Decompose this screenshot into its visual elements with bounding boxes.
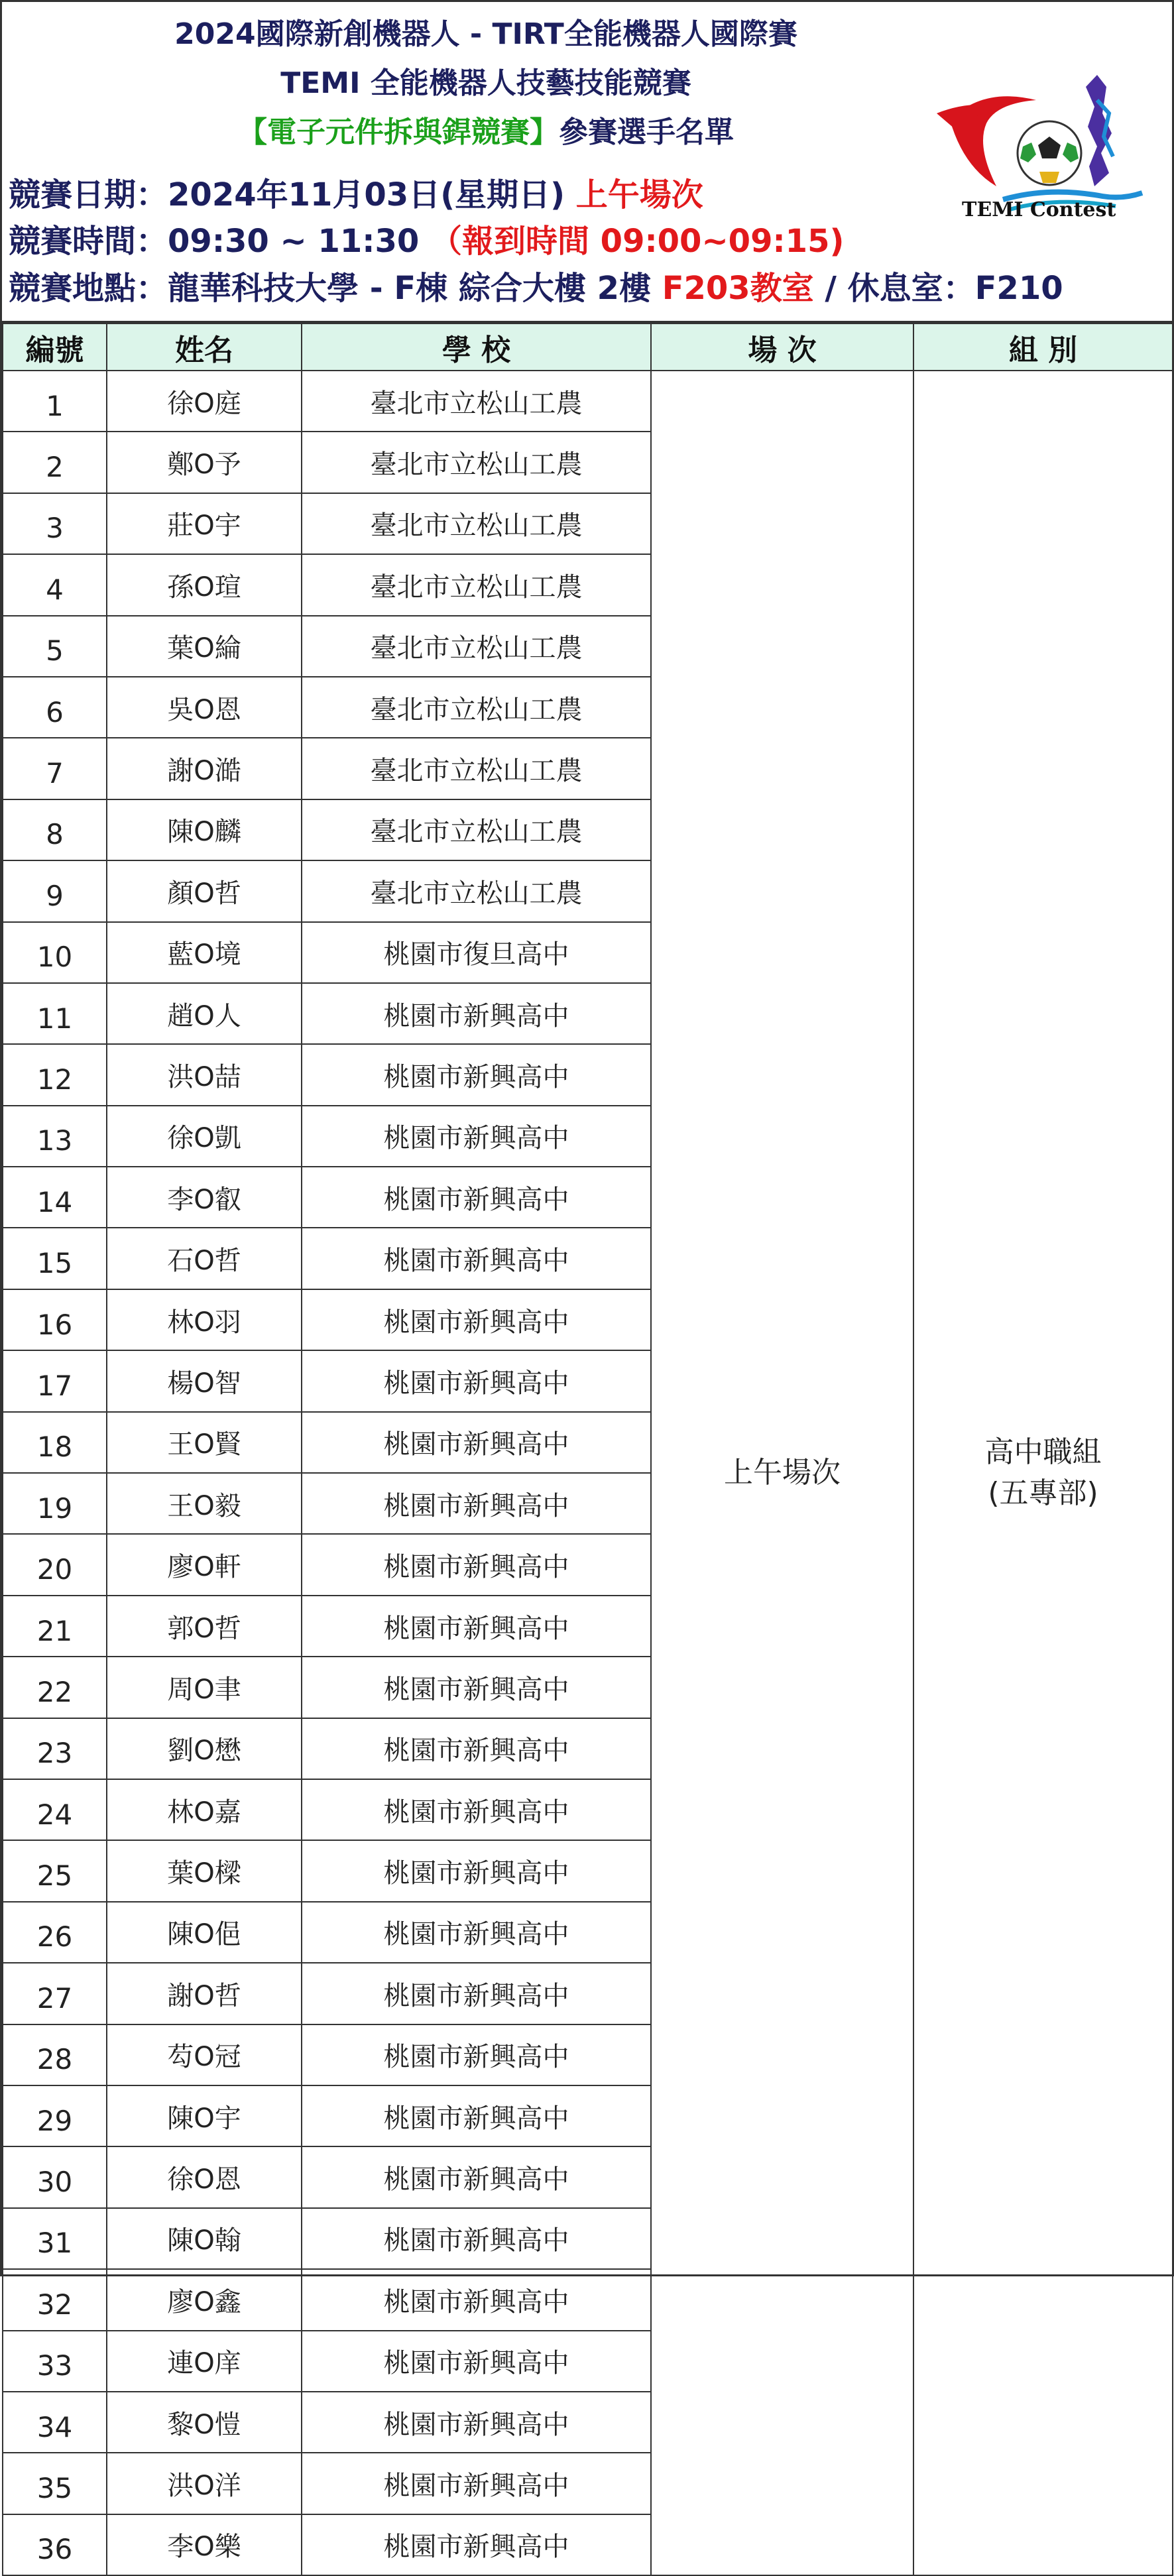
row-number: 27 [3, 1963, 107, 2024]
table-body [3, 371, 1173, 2575]
row-school: 桃園市新興高中 [302, 1840, 651, 1901]
place-label: 競賽地點： [9, 270, 168, 307]
place-value: 龍華科技大學 - F棟 綜合大樓 2樓 [168, 270, 662, 307]
row-name: 顏O哲 [107, 860, 302, 921]
participant-table [2, 323, 1173, 2576]
title-line-2: TEMI 全能機器人技藝技能競賽 [280, 66, 691, 100]
row-number: 3 [3, 493, 107, 554]
row-number: 10 [3, 922, 107, 983]
row-school: 臺北市立松山工農 [302, 738, 651, 799]
session-cell: 上午場次 [651, 371, 913, 2575]
row-number: 14 [3, 1167, 107, 1228]
date-label: 競賽日期： [9, 176, 168, 213]
row-number: 1 [3, 371, 107, 432]
row-number: 13 [3, 1106, 107, 1167]
row-number: 17 [3, 1350, 107, 1411]
row-number: 26 [3, 1902, 107, 1963]
row-name: 陳O宇 [107, 2085, 302, 2146]
row-school: 桃園市新興高中 [302, 1902, 651, 1963]
row-number: 32 [3, 2269, 107, 2330]
time-label: 競賽時間： [9, 223, 168, 260]
row-name: 謝O哲 [107, 1963, 302, 2024]
time-value: 09:30 ~ 11:30 [168, 223, 430, 260]
group-line-1: 高中職組 [984, 1435, 1102, 1470]
row-school: 臺北市立松山工農 [302, 371, 651, 432]
row-school: 桃園市新興高中 [302, 1044, 651, 1105]
row-school: 桃園市新興高中 [302, 1779, 651, 1840]
row-school: 桃園市新興高中 [302, 1657, 651, 1718]
row-school: 桃園市新興高中 [302, 2514, 651, 2575]
row-school: 桃園市新興高中 [302, 2331, 651, 2392]
date-value: 2024年11月03日(星期日) [168, 176, 576, 213]
row-number: 28 [3, 2024, 107, 2085]
row-name: 陳O俋 [107, 1902, 302, 1963]
row-name: 趙O人 [107, 983, 302, 1044]
row-school: 臺北市立松山工農 [302, 677, 651, 738]
row-name: 劉O懋 [107, 1718, 302, 1779]
place-rest: / 休息室：F210 [813, 270, 1063, 307]
competition-place [9, 263, 1063, 308]
row-name: 洪O喆 [107, 1044, 302, 1105]
competition-date [9, 169, 703, 215]
row-name: 葉O綸 [107, 616, 302, 677]
row-school: 桃園市新興高中 [302, 1963, 651, 2024]
row-school: 桃園市新興高中 [302, 1473, 651, 1534]
logo-text: TEMI Contest [962, 198, 1116, 221]
row-school: 桃園市新興高中 [302, 1596, 651, 1657]
row-school: 桃園市新興高中 [302, 1106, 651, 1167]
row-number: 2 [3, 432, 107, 493]
header-group: 組 別 [913, 323, 1173, 371]
row-school: 桃園市新興高中 [302, 2453, 651, 2514]
table-row [3, 371, 1173, 432]
row-number: 21 [3, 1596, 107, 1657]
row-number: 34 [3, 2392, 107, 2453]
row-school: 桃園市新興高中 [302, 2146, 651, 2207]
row-name: 徐O凱 [107, 1106, 302, 1167]
row-name: 陳O翰 [107, 2208, 302, 2269]
competition-time [9, 215, 844, 261]
row-number: 8 [3, 799, 107, 860]
row-number: 9 [3, 860, 107, 921]
row-name: 廖O軒 [107, 1534, 302, 1595]
row-school: 桃園市新興高中 [302, 1718, 651, 1779]
row-number: 11 [3, 983, 107, 1044]
row-name: 楊O智 [107, 1350, 302, 1411]
row-name: 王O毅 [107, 1473, 302, 1534]
row-number: 22 [3, 1657, 107, 1718]
row-name: 王O賢 [107, 1412, 302, 1473]
row-number: 5 [3, 616, 107, 677]
row-name: 藍O境 [107, 922, 302, 983]
row-number: 12 [3, 1044, 107, 1105]
row-number: 30 [3, 2146, 107, 2207]
row-school: 桃園市新興高中 [302, 2024, 651, 2085]
row-name: 林O嘉 [107, 1779, 302, 1840]
row-number: 36 [3, 2514, 107, 2575]
title-line-3-bracket: 【電子元件拆與銲競賽】 [238, 115, 559, 149]
title-line-3 [2, 108, 970, 150]
row-name: 徐O庭 [107, 371, 302, 432]
row-number: 24 [3, 1779, 107, 1840]
row-name: 李O樂 [107, 2514, 302, 2575]
row-number: 19 [3, 1473, 107, 1534]
row-name: 林O羽 [107, 1289, 302, 1350]
row-school: 臺北市立松山工農 [302, 493, 651, 554]
row-number: 23 [3, 1718, 107, 1779]
row-school: 臺北市立松山工農 [302, 554, 651, 615]
date-session: 上午場次 [575, 176, 703, 213]
row-number: 33 [3, 2331, 107, 2392]
row-number: 7 [3, 738, 107, 799]
row-name: 芶O冠 [107, 2024, 302, 2085]
row-name: 孫O瑄 [107, 554, 302, 615]
row-school: 桃園市復旦高中 [302, 922, 651, 983]
row-school: 桃園市新興高中 [302, 983, 651, 1044]
title-line-1: 2024國際新創機器人 - TIRT全能機器人國際賽 [174, 17, 797, 51]
row-name: 陳O麟 [107, 799, 302, 860]
row-number: 29 [3, 2085, 107, 2146]
header-school: 學 校 [302, 323, 651, 371]
title-line-3-suffix: 參賽選手名單 [559, 115, 734, 149]
row-school: 桃園市新興高中 [302, 1534, 651, 1595]
row-name: 黎O愷 [107, 2392, 302, 2453]
row-name: 石O哲 [107, 1228, 302, 1289]
row-number: 35 [3, 2453, 107, 2514]
time-report: （報到時間 09:00~09:15) [430, 223, 845, 260]
row-number: 16 [3, 1289, 107, 1350]
row-school: 臺北市立松山工農 [302, 616, 651, 677]
place-room: F203教室 [662, 270, 814, 307]
row-school: 臺北市立松山工農 [302, 799, 651, 860]
row-name: 謝O澔 [107, 738, 302, 799]
row-school: 桃園市新興高中 [302, 1350, 651, 1411]
row-name: 徐O恩 [107, 2146, 302, 2207]
row-number: 20 [3, 1534, 107, 1595]
row-number: 6 [3, 677, 107, 738]
row-school: 桃園市新興高中 [302, 1228, 651, 1289]
document-header [2, 2, 1172, 323]
row-name: 莊O宇 [107, 493, 302, 554]
table-header-row [3, 323, 1173, 371]
row-name: 周O聿 [107, 1657, 302, 1718]
row-school: 桃園市新興高中 [302, 1412, 651, 1473]
row-number: 4 [3, 554, 107, 615]
row-school: 桃園市新興高中 [302, 2208, 651, 2269]
row-number: 15 [3, 1228, 107, 1289]
row-name: 吳O恩 [107, 677, 302, 738]
group-line-2: (五專部) [988, 1476, 1098, 1511]
row-name: 連O庠 [107, 2331, 302, 2392]
row-name: 鄭O予 [107, 432, 302, 493]
header-number: 編號 [3, 323, 107, 371]
row-name: 李O叡 [107, 1167, 302, 1228]
header-name: 姓名 [107, 323, 302, 371]
row-school: 桃園市新興高中 [302, 2269, 651, 2330]
row-number: 25 [3, 1840, 107, 1901]
row-name: 葉O樑 [107, 1840, 302, 1901]
row-school: 桃園市新興高中 [302, 2085, 651, 2146]
row-number: 31 [3, 2208, 107, 2269]
row-school: 臺北市立松山工農 [302, 860, 651, 921]
row-name: 廖O鑫 [107, 2269, 302, 2330]
row-number: 18 [3, 1412, 107, 1473]
row-school: 桃園市新興高中 [302, 1289, 651, 1350]
row-school: 桃園市新興高中 [302, 2392, 651, 2453]
header-session: 場 次 [651, 323, 913, 371]
row-school: 臺北市立松山工農 [302, 432, 651, 493]
row-name: 洪O洋 [107, 2453, 302, 2514]
row-school: 桃園市新興高中 [302, 1167, 651, 1228]
group-cell [913, 371, 1173, 2575]
row-name: 郭O哲 [107, 1596, 302, 1657]
